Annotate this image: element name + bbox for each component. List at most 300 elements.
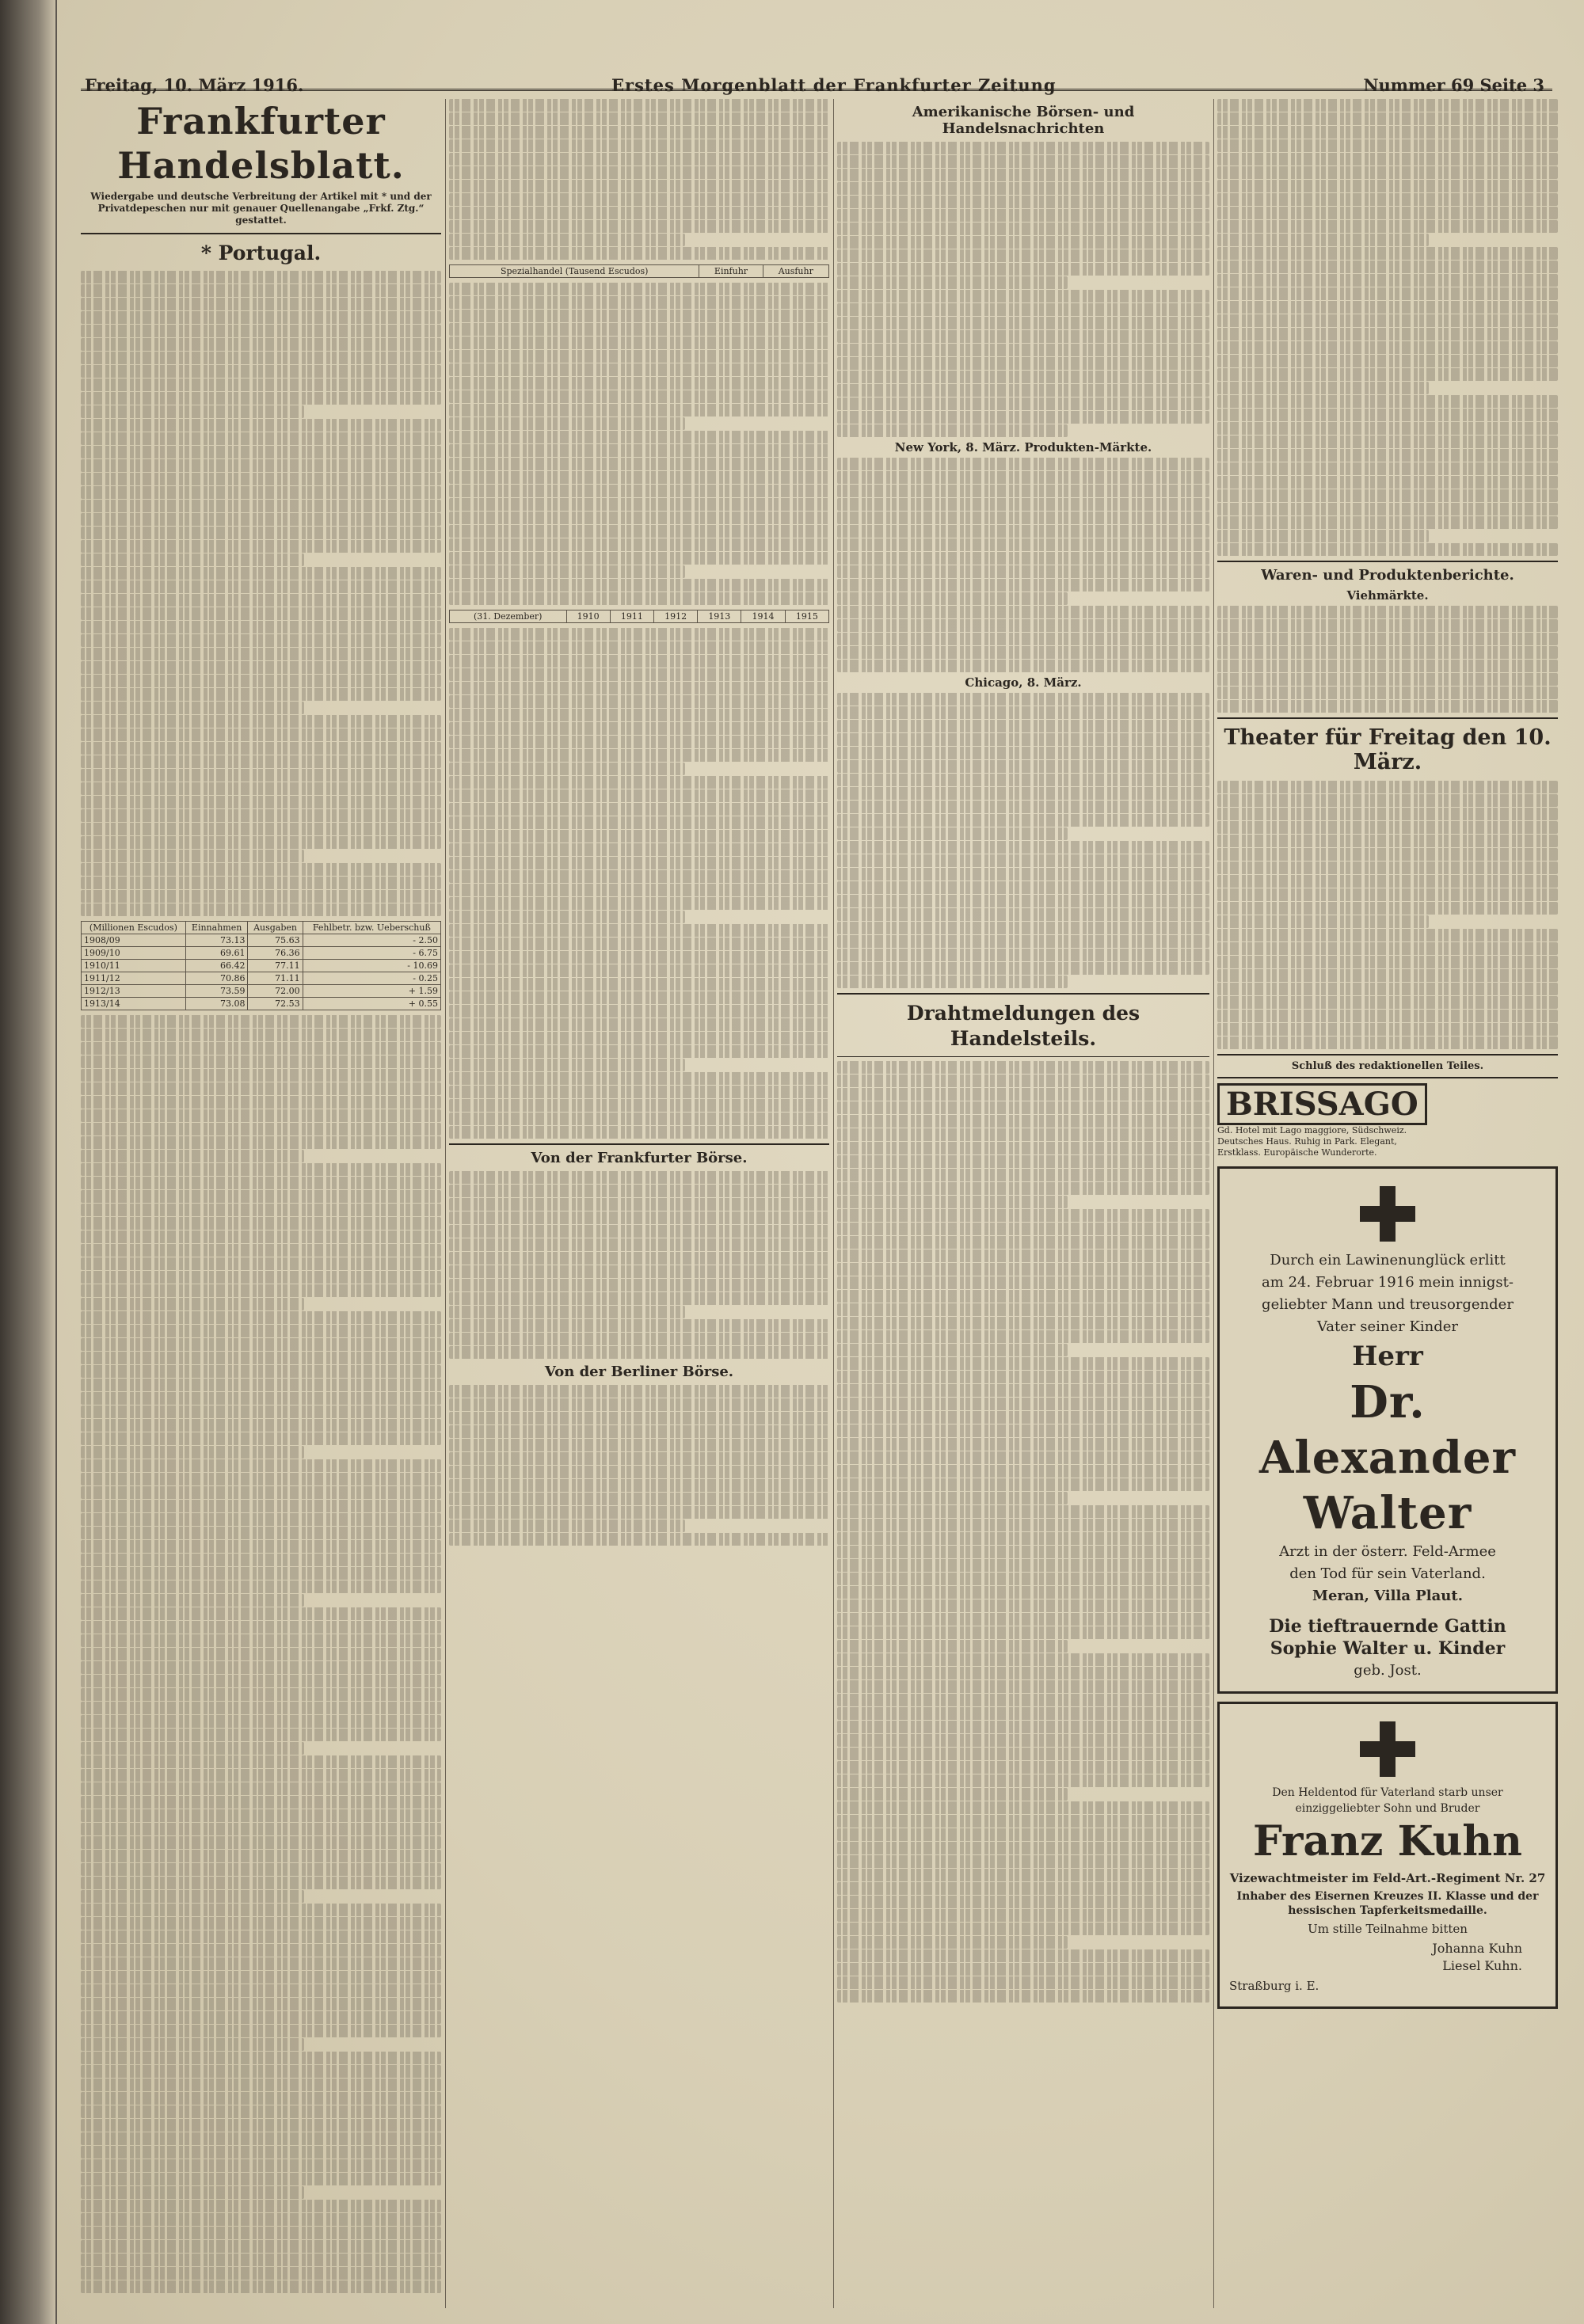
text-line: [1217, 1036, 1558, 1049]
text-line: [837, 1196, 1068, 1208]
text-line: [1217, 139, 1558, 152]
text-line: [837, 1694, 1209, 1706]
text-line: [81, 392, 441, 405]
text-line: [837, 1075, 1209, 1087]
text-line: [81, 1957, 441, 1970]
text-line: [449, 1452, 829, 1465]
table-cell: 1913/14: [82, 998, 186, 1010]
text-line: [81, 2011, 441, 2024]
text-line: [81, 527, 441, 539]
text-line: [449, 390, 829, 403]
table-header-cell: 1910: [566, 610, 610, 623]
text-line: [449, 709, 829, 721]
text-line: [81, 284, 441, 297]
text-line: [1217, 341, 1558, 354]
text-line: [449, 1198, 829, 1211]
text-line: [81, 2105, 441, 2118]
text-line: [449, 938, 829, 950]
text-line: [837, 747, 1209, 759]
text-line: [837, 411, 1209, 424]
text-line: [1217, 462, 1558, 475]
text-line: [81, 2213, 441, 2226]
text-line: [81, 2240, 441, 2253]
text-line: [81, 1365, 441, 1378]
cross-icon: [1360, 1186, 1415, 1242]
text-line: [81, 1755, 441, 1768]
text-line: [1217, 395, 1558, 408]
text-line: [81, 1890, 304, 1903]
text-line: [837, 1236, 1209, 1249]
column-2: [449, 99, 829, 2316]
table-header-cell: Spezialhandel (Tausend Escudos): [450, 265, 699, 278]
text-line: [449, 166, 829, 179]
text-line: [81, 1877, 441, 1889]
text-line: [837, 1963, 1209, 1976]
text-line: [449, 126, 829, 139]
text-line: [837, 142, 1209, 154]
text-line: [1217, 207, 1558, 219]
text-line: [81, 1096, 441, 1109]
text-line: [449, 1520, 685, 1532]
text-line: [81, 311, 441, 324]
text-line: [837, 1828, 1209, 1841]
table-header-cell: Einfuhr: [699, 265, 763, 278]
text-line: [81, 715, 441, 728]
text-line: [837, 1626, 1209, 1639]
table-cell: 71.11: [248, 972, 303, 985]
table-row: [82, 934, 441, 947]
text-line: [837, 397, 1209, 410]
obit-text: einziggeliebter Sohn und Bruder: [1295, 1802, 1480, 1815]
text-line: [1217, 983, 1558, 995]
text-line: [837, 827, 1068, 840]
text-line: [449, 207, 829, 219]
text-line: [837, 1976, 1209, 1989]
text-line: [1217, 673, 1558, 686]
text-line: [81, 1405, 441, 1418]
text-line: [81, 1446, 304, 1459]
text-line: [837, 209, 1209, 222]
text-line: [837, 471, 1209, 484]
text-line: [837, 317, 1209, 329]
text-line: [81, 1325, 441, 1337]
market-table-ny: [837, 458, 1209, 672]
article-body-frankfurt: [449, 1171, 829, 1359]
text-line: [81, 2052, 441, 2064]
text-line: [449, 1211, 829, 1224]
text-line: [81, 890, 441, 903]
text-line: [449, 897, 829, 910]
text-line: [837, 1653, 1209, 1666]
text-line: [837, 1223, 1209, 1235]
text-line: [81, 1527, 441, 1539]
text-line: [837, 1936, 1068, 1949]
text-line: [1217, 942, 1558, 955]
text-line: [449, 431, 829, 443]
obit-text: Um stille Teilnahme bitten: [1308, 1922, 1468, 1936]
text-line: [81, 352, 441, 364]
text-line: [837, 512, 1209, 524]
text-line: [81, 1284, 441, 1297]
text-line: [81, 2065, 441, 2078]
text-line: [837, 1330, 1209, 1343]
text-line: [837, 1586, 1209, 1599]
text-line: [449, 628, 829, 641]
table-cell: + 1.59: [303, 985, 440, 998]
text-line: [449, 579, 829, 591]
text-line: [837, 1667, 1209, 1679]
text-line: [449, 816, 829, 829]
text-line: [81, 796, 441, 808]
text-line: [81, 1607, 441, 1620]
table-cell: - 0.25: [303, 972, 440, 985]
text-line: [837, 371, 1209, 383]
table-cell: 73.13: [185, 934, 248, 947]
text-line: [837, 1061, 1209, 1074]
text-line: [1217, 902, 1558, 915]
text-line: [81, 1904, 441, 1916]
text-line: [449, 377, 829, 390]
text-line: [837, 1815, 1209, 1828]
text-line: [1217, 606, 1558, 618]
text-line: [81, 1432, 441, 1445]
text-line: [81, 1809, 441, 1822]
text-line: [449, 417, 685, 430]
text-line: [81, 1338, 441, 1351]
obit-text: geliebter Mann und treusorgender: [1262, 1296, 1514, 1313]
text-line: [837, 1317, 1209, 1329]
text-line: [837, 169, 1209, 181]
text-line: [837, 1559, 1209, 1572]
text-line: [837, 1451, 1209, 1464]
table-cell: 75.63: [248, 934, 303, 947]
text-line: [837, 303, 1209, 316]
newspaper-page: [57, 0, 1584, 2324]
trade-table: [449, 264, 829, 278]
text-line: [81, 1257, 441, 1270]
text-line: [449, 1493, 829, 1505]
text-line: [1217, 1010, 1558, 1022]
heading-frankfurter-boerse: Von der Frankfurter Börse.: [531, 1150, 748, 1166]
text-line: [449, 722, 829, 735]
text-line: [837, 733, 1209, 746]
table-cell: 1910/11: [82, 960, 186, 972]
text-line: [1217, 687, 1558, 699]
text-line: [449, 283, 829, 295]
table-cell: - 10.69: [303, 960, 440, 972]
text-line: [449, 1479, 829, 1492]
text-line: [1217, 166, 1558, 179]
table-header-cell: Ausfuhr: [763, 265, 828, 278]
text-line: [1217, 633, 1558, 645]
text-line: [81, 1971, 441, 1984]
text-line: [81, 553, 304, 566]
column-rule: [833, 99, 834, 2308]
text-line: [837, 1896, 1209, 1908]
text-line: [81, 446, 441, 458]
text-line: [81, 2038, 304, 2051]
text-line: [837, 1209, 1209, 1222]
column-rule: [445, 99, 446, 2308]
text-line: [449, 736, 829, 748]
text-line: [449, 1506, 829, 1519]
text-line: [837, 868, 1209, 881]
text-line: [81, 1850, 441, 1862]
text-line: [837, 155, 1209, 168]
text-line: [449, 978, 829, 991]
text-line: [81, 1796, 441, 1809]
article-body-newyork: [837, 142, 1209, 437]
article-body-markets: [1217, 99, 1558, 556]
text-line: [1217, 862, 1558, 874]
article-body-trade: [449, 99, 829, 260]
text-line: [449, 870, 829, 883]
text-line: [837, 1492, 1068, 1504]
text-line: [837, 660, 1209, 672]
text-line: [1217, 794, 1558, 807]
text-line: [449, 485, 829, 497]
text-line: [81, 1594, 304, 1607]
text-line: [837, 1774, 1209, 1787]
text-line: [449, 1265, 829, 1278]
text-line: [1217, 234, 1429, 246]
text-line: [449, 1398, 829, 1411]
header-date: Freitag, 10. März 1916.: [85, 75, 304, 95]
text-line: [449, 444, 829, 457]
text-line: [81, 338, 441, 351]
table-cell: 1909/10: [82, 947, 186, 960]
text-line: [1217, 1023, 1558, 1036]
text-line: [837, 263, 1209, 276]
text-line: [81, 1486, 441, 1499]
text-line: [449, 1126, 829, 1139]
text-line: [837, 1115, 1209, 1128]
text-line: [449, 789, 829, 802]
text-line: [449, 1045, 829, 1058]
text-line: [449, 458, 829, 470]
text-line: [81, 1769, 441, 1782]
section-title-handelsblatt: Frankfurter Handelsblatt.: [117, 100, 405, 187]
text-line: [837, 1088, 1209, 1101]
text-line: [1217, 781, 1558, 793]
text-line: [1217, 646, 1558, 659]
text-line: [81, 1069, 441, 1082]
table-cell: + 0.55: [303, 998, 440, 1010]
text-line: [837, 1411, 1209, 1424]
obit-text: Durch ein Lawinenunglück erlitt: [1270, 1252, 1506, 1269]
text-line: [837, 236, 1209, 249]
text-line: [81, 1702, 441, 1714]
text-line: [81, 1419, 441, 1432]
table-cell: 72.53: [248, 998, 303, 1010]
obituary-kuhn: [1217, 1702, 1558, 2009]
text-line: [449, 247, 829, 260]
text-line: [837, 1869, 1209, 1881]
text-line: [449, 1252, 829, 1265]
text-line: [1217, 314, 1558, 327]
text-line: [449, 776, 829, 789]
text-line: [837, 1613, 1209, 1626]
text-line: [81, 702, 304, 714]
text-line: [449, 310, 829, 322]
text-line: [1217, 301, 1558, 314]
text-line: [449, 1072, 829, 1085]
text-line: [81, 1944, 441, 1957]
text-line: [81, 500, 441, 512]
text-line: [837, 949, 1209, 961]
text-line: [837, 1680, 1209, 1693]
obit-text: am 24. Februar 1916 mein innigst-: [1262, 1274, 1514, 1291]
text-line: [449, 1333, 829, 1345]
text-line: [837, 1640, 1068, 1653]
text-line: [449, 538, 829, 551]
text-line: [81, 2079, 441, 2091]
text-line: [81, 1513, 441, 1526]
end-editorial: Schluß des redaktionellen Teiles.: [1291, 1060, 1484, 1072]
text-line: [837, 1519, 1209, 1531]
text-line: [1217, 516, 1558, 529]
divider: [81, 233, 441, 234]
text-line: [837, 182, 1209, 195]
text-line: [449, 552, 829, 565]
text-line: [449, 99, 829, 112]
text-line: [1217, 368, 1558, 381]
heading-drahtmeldungen: Drahtmeldungen des Handelsteils.: [906, 1002, 1140, 1050]
text-line: [81, 755, 441, 768]
divider: [837, 1056, 1209, 1057]
text-line: [81, 1648, 441, 1660]
text-line: [81, 1580, 441, 1593]
text-line: [81, 325, 441, 337]
text-line: [81, 473, 441, 485]
text-line: [449, 1059, 685, 1071]
text-line: [837, 854, 1209, 867]
text-line: [449, 695, 829, 708]
text-line: [837, 1465, 1209, 1478]
text-line: [81, 1055, 441, 1068]
text-line: [81, 1984, 441, 1997]
text-line: [1217, 929, 1558, 941]
text-line: [81, 782, 441, 795]
text-line: [449, 1018, 829, 1031]
text-line: [1217, 996, 1558, 1009]
text-line: [81, 2200, 441, 2212]
text-line: [837, 1909, 1209, 1922]
text-line: [449, 843, 829, 856]
table-cell: - 2.50: [303, 934, 440, 947]
text-line: [837, 1424, 1209, 1437]
table-row: [82, 960, 441, 972]
text-line: [81, 1177, 441, 1189]
table-row: [82, 998, 441, 1010]
article-body-portugal-cont: [81, 1015, 441, 2293]
text-line: [81, 1271, 441, 1284]
text-line: [837, 693, 1209, 706]
cross-icon: [1360, 1721, 1415, 1777]
text-line: [81, 2159, 441, 2172]
text-line: [1217, 99, 1558, 112]
text-line: [81, 863, 441, 876]
column-3: [837, 99, 1209, 2316]
text-line: [1217, 247, 1558, 260]
text-line: [449, 1425, 829, 1438]
text-line: [837, 552, 1209, 565]
text-line: [81, 459, 441, 472]
text-line: [1217, 409, 1558, 421]
text-line: [837, 525, 1209, 538]
heading-berliner-boerse: Von der Berliner Börse.: [544, 1364, 734, 1380]
header-page-number: Nummer 69 Seite 3: [1363, 75, 1544, 95]
text-line: [837, 908, 1209, 921]
text-line: [81, 1998, 441, 2010]
text-line: [837, 1761, 1209, 1774]
table-cell: 70.86: [185, 972, 248, 985]
theater-listings: [1217, 781, 1558, 1049]
header-masthead: Erstes Morgenblatt der Frankfurter Zeitung: [611, 75, 1057, 95]
table-cell: 73.59: [185, 985, 248, 998]
article-body-portugal: [81, 271, 441, 916]
text-line: [837, 1949, 1209, 1962]
text-line: [837, 787, 1209, 800]
text-line: [81, 1244, 441, 1257]
text-line: [449, 234, 685, 246]
header-rule: [81, 89, 1552, 91]
text-line: [81, 1688, 441, 1701]
text-line: [81, 742, 441, 755]
text-line: [449, 884, 829, 896]
text-line: [1217, 261, 1558, 273]
text-line: [81, 1675, 441, 1687]
text-line: [837, 538, 1209, 551]
text-line: [449, 1113, 829, 1125]
text-line: [81, 432, 441, 445]
text-line: [449, 471, 829, 484]
text-line: [1217, 700, 1558, 713]
text-line: [1217, 436, 1558, 448]
text-line: [837, 881, 1209, 894]
article-heading-portugal: * Portugal.: [200, 242, 322, 264]
text-line: [81, 2092, 441, 2105]
text-line: [81, 1298, 304, 1310]
table-header-cell: Ausgaben: [248, 922, 303, 934]
table-header-cell: 1914: [741, 610, 785, 623]
text-line: [837, 1290, 1209, 1303]
text-line: [81, 1015, 441, 1028]
text-line: [81, 675, 441, 687]
text-line: [837, 1128, 1209, 1141]
obit-text: Den Heldentod für Vaterland starb unser: [1272, 1786, 1503, 1799]
text-line: [81, 1930, 441, 1943]
table-header-cell: 1913: [698, 610, 741, 623]
text-line: [449, 220, 829, 233]
text-line: [81, 2280, 441, 2293]
text-line: [837, 1357, 1209, 1370]
table-cell: 76.36: [248, 947, 303, 960]
text-line: [81, 836, 441, 849]
table-row: [82, 985, 441, 998]
text-line: [837, 1303, 1209, 1316]
text-line: [837, 962, 1209, 975]
text-line: [837, 1344, 1068, 1356]
text-line: [449, 1346, 829, 1359]
text-line: [449, 296, 829, 309]
balance-table: [449, 610, 829, 623]
text-line: [81, 688, 441, 701]
obit-sign: Johanna Kuhn: [1432, 1941, 1522, 1956]
text-line: [837, 1532, 1209, 1545]
text-line: [449, 1533, 829, 1546]
text-line: [1217, 619, 1558, 632]
